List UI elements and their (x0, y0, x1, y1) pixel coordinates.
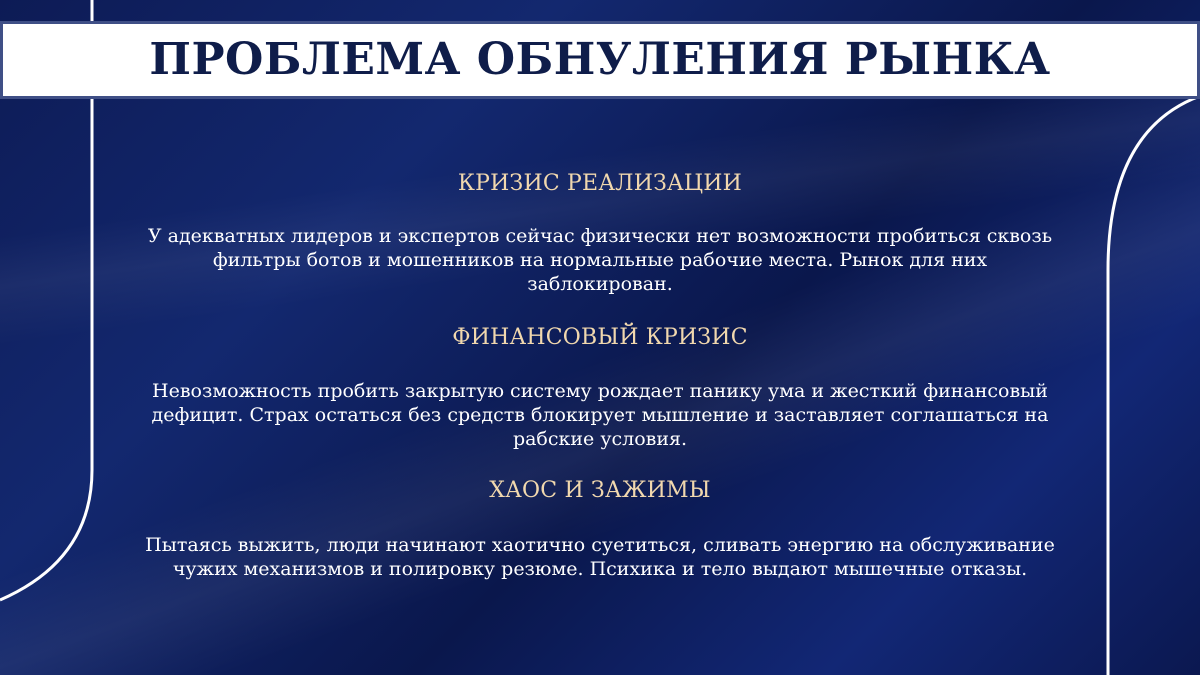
right-decorative-curve (1108, 96, 1200, 675)
section-text-chaos-and-clamps: Пытаясь выжить, люди начинают хаотично суетиться, сливать энергию на обслуживание чужих механизмов и полировку резюме. Психика и тело выдают мышечные отказы. (145, 534, 1055, 580)
slide-title: ПРОБЛЕМА ОБНУЛЕНИЯ РЫНКА (149, 34, 1051, 85)
section-text-financial-crisis: Невозможность пробить закрытую систему рождает панику ума и жесткий финансовый дефицит. Страх остаться без средств блокирует мышление и заставляет соглашаться на рабские условия. (151, 380, 1049, 450)
section-heading-chaos-and-clamps: ХАОС И ЗАЖИМЫ (489, 478, 711, 503)
section-heading-realization-crisis: КРИЗИС РЕАЛИЗАЦИИ (457, 171, 743, 196)
section-text-realization-crisis: У адекватных лидеров и экспертов сейчас физически нет возможности пробиться сквозь фильтры ботов и мошенников на нормальные рабочие места. Рынок для них заблокирован. (147, 225, 1053, 295)
title-bar (0, 21, 1200, 99)
section-heading-financial-crisis: ФИНАНСОВЫЙ КРИЗИС (452, 325, 748, 350)
